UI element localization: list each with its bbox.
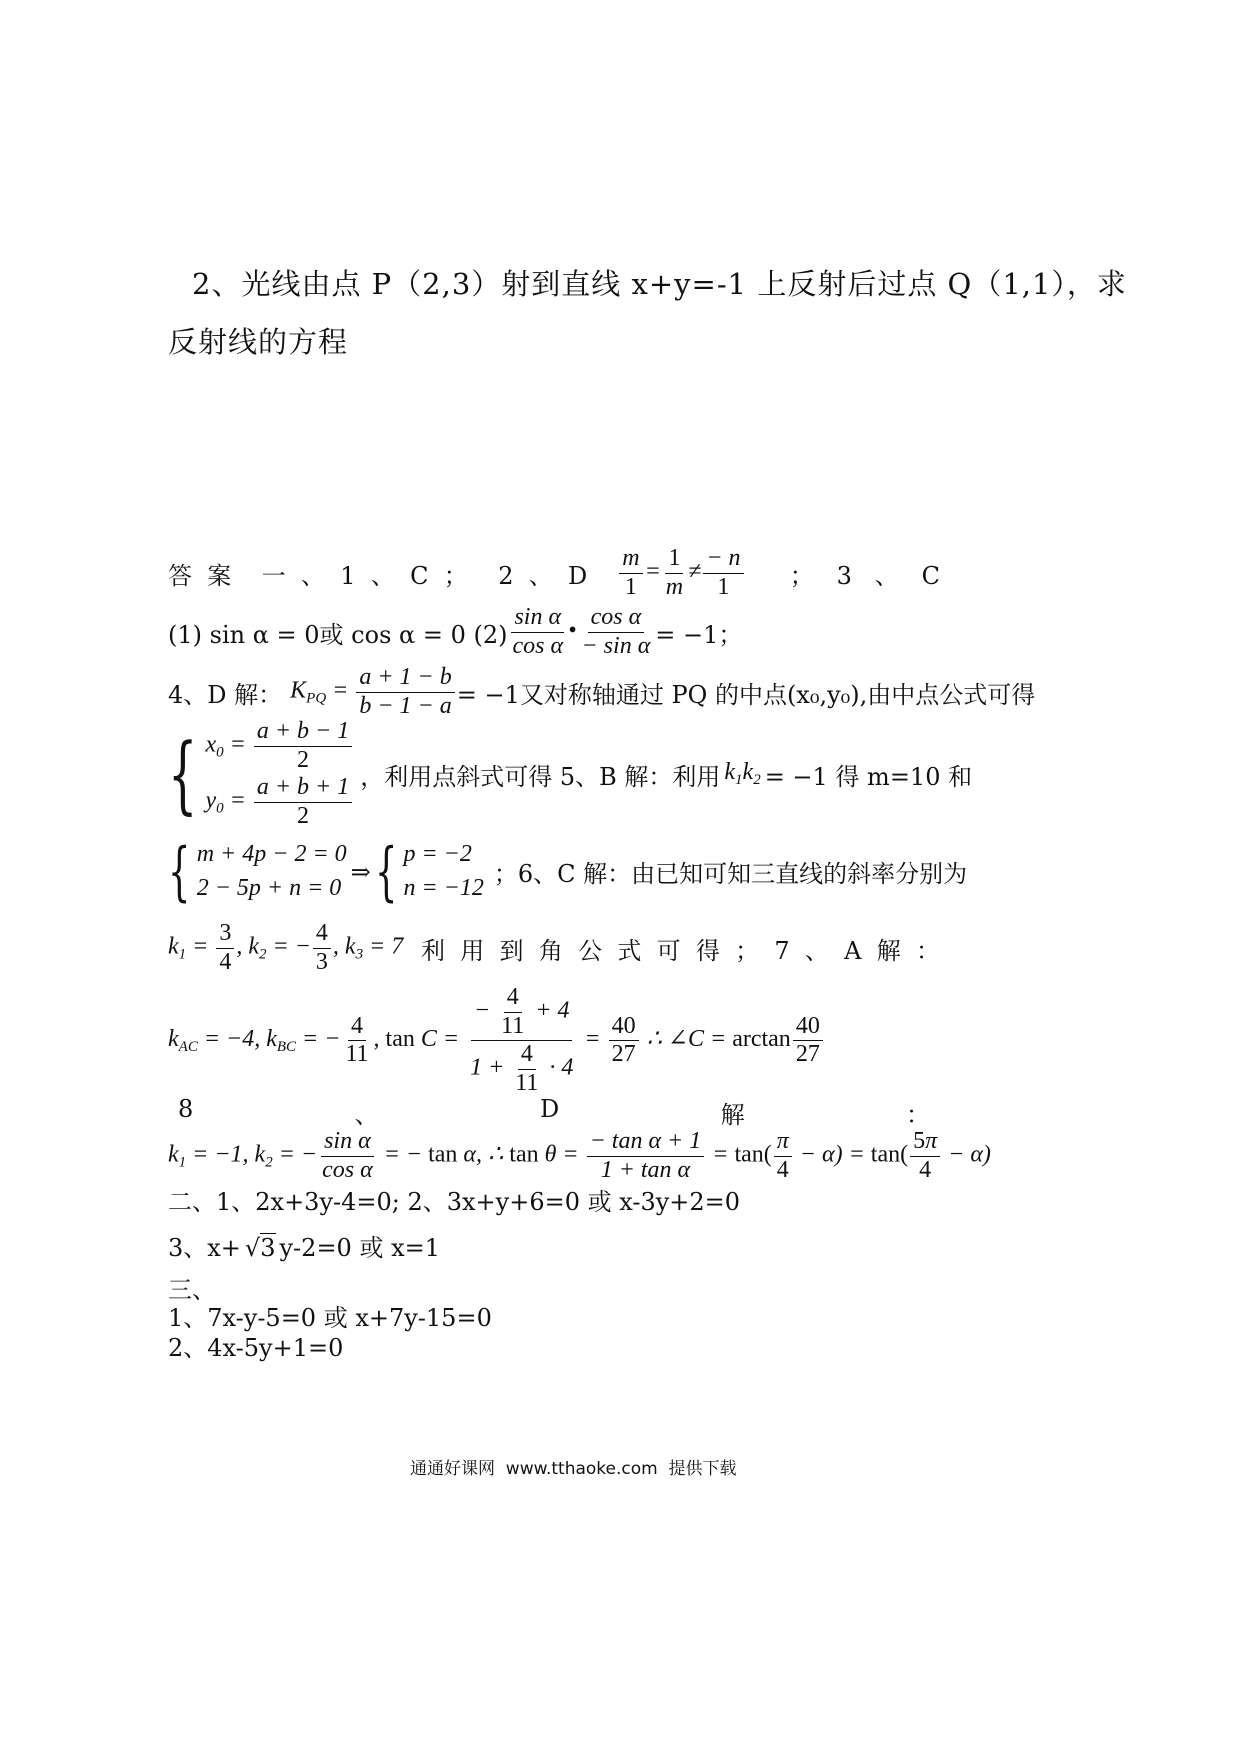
formula-system-2: p = −2 n = −12 [403,841,484,901]
sqrt3-formula: √3 [244,1234,276,1262]
section-3-title: 三、 [168,1276,216,1304]
answer-row-1 [168,545,940,601]
answer-row-3-prefix: 4、D 解： [168,680,283,709]
section-2-line-2a: 3、x+ [168,1234,241,1262]
section-2-line-2 [168,1228,440,1263]
formula-angle-c: $k_{AC} = -4$, $k_{BC}$ = − $\frac{4}{11}$ , tan C = − $\frac{4}{11}$ + 4 1 + $\frac{4}{11}$ · 4 = $\frac{40}{27}$ ∴ ∠C = arctan $\frac{40}{27}$ [168,984,825,1097]
answer-8-part: ： [905,1101,930,1129]
answer-label: 答 案 一 、 1 、 C ； 2 、 D [168,561,588,590]
formula-parallel: $\frac{m}{1}$ = $\frac{1}{m}$ ≠ $\frac{- n}{1}$ [617,545,745,601]
answer-8-part: D [540,1095,560,1123]
answer-row-6-tail: 利 用 到 角 公 式 可 得 ； 7 、 A 解 ： [421,936,940,965]
left-brace-icon: { [168,834,191,909]
formula-product: $\frac{\text{sin α}}{\text{cos α}}$ • $\frac{\text{cos α}}{\text{− sin α}}$ [512,604,651,659]
section-3-line-2: 2、4x-5y+1=0 [168,1334,344,1362]
answer-row-4-tail: = −1 得 m=10 和 [764,762,973,791]
answer-row-2-tail: = −1； [655,620,743,649]
formula-slopes: $k_1$ = $\frac{3}{4}$ , $k_2$ = − $\frac{4}{3}$ , $k_3 = 7$ [168,920,404,975]
answer-row-2 [168,604,742,660]
formula-k1k2: $k_1k_2$ [724,759,761,789]
answer-8-part: 8 [178,1095,194,1123]
answer-row-4-text: ，利用点斜式可得 5、B 解：利用 [360,762,721,791]
answer-row-3 [168,664,1035,720]
left-brace-icon: { [168,725,198,824]
question-line-1: 2、光线由点 P（2,3）射到直线 x+y=-1 上反射后过点 Q（1,1），求 [192,267,1127,301]
answer-row-8 [178,1095,930,1130]
answer-8-part: 解 [720,1101,745,1129]
implies-icon: ⇒ [350,857,371,886]
answer-row-1-tail: ； 3 、 C [789,561,940,590]
section-2-line-2b: y-2=0 或 x=1 [279,1234,440,1262]
formula-kpq: $K_{PQ}$ = $\frac{a + 1 - b}{b - 1 - a}$ [290,664,457,720]
question-line-2: 反射线的方程 [168,325,349,359]
answer-row-4 [168,718,973,830]
answer-row-5-tail: ；6、C 解：由已知可知三直线的斜率分别为 [493,860,968,889]
answer-row-2-text: (1) sin α = 0或 cos α = 0 (2) [168,620,508,649]
answer-row-3-mid: = −1又对称轴通过 PQ 的中点(x₀,y₀),由中点公式可得 [456,680,1036,709]
answer-row-5 [168,834,968,909]
formula-theta: $k_1 = -1$, $k_2$ = − $\frac{\text{sin α}}{\text{cos α}}$ = − tan α, ∴ tan θ = $\frac{\text{− tan α + 1}}{\text{1 + tan α}}$ = tan( $\frac{\pi}{4}$ − α) = tan( $\frac{5\pi}{4}$ − α) [168,1128,991,1183]
answer-row-6 [168,920,940,976]
section-2-line-1: 二、1、2x+3y-4=0; 2、3x+y+6=0 或 x-3y+2=0 [168,1188,741,1216]
formula-system-1: m + 4p − 2 = 0 2 − 5p + n = 0 [196,841,347,901]
formula-midpoint: $x_0$ = $\frac{a + b - 1}{2}$ $y_0$ = $\frac{a + b + 1}{2}$ [205,718,354,830]
left-brace-icon: { [374,834,398,909]
answer-row-7 [168,984,825,1097]
section-3-line-1: 1、7x-y-5=0 或 x+7y-15=0 [168,1304,492,1332]
answer-8-part: 、 [354,1101,379,1129]
answer-row-8-formula [168,1128,991,1184]
footer-credit: 通通好课网 www.tthaoke.com 提供下载 [410,1459,737,1479]
